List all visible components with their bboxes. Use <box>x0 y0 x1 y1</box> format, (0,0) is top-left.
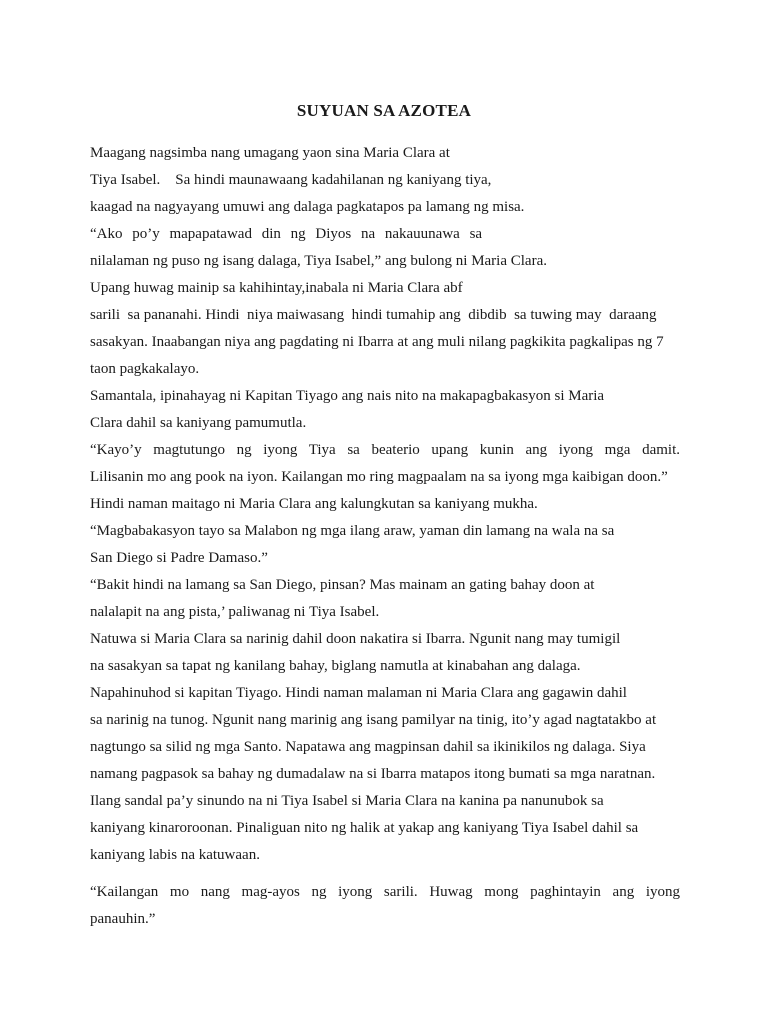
text-line: Napahinuhod si kapitan Tiyago. Hindi naman malaman ni Maria Clara ang gagawin dahil <box>90 685 627 701</box>
text-line: sarili sa pananahi. Hindi niya maiwasang hindi tumahip ang dibdib sa tuwing may daraang <box>90 307 657 323</box>
text-line: kaniyang kinaroroonan. Pinaliguan nito ng halik at yakap ang kaniyang Tiya Isabel dahil sa <box>90 820 639 836</box>
document-body <box>90 140 680 933</box>
text-line: Upang huwag mainip sa kahihintay,inabala ni Maria Clara abf <box>90 280 463 296</box>
text-line: Tiya Isabel. Sa hindi maunawaang kadahilanan ng kaniyang tiya, <box>90 172 492 188</box>
document-title: SUYUAN SA AZOTEA <box>296 101 472 120</box>
text-line: nilalaman ng puso ng isang dalaga, Tiya Isabel,” ang bulong ni Maria Clara. <box>90 253 547 269</box>
text-line: Samantala, ipinahayag ni Kapitan Tiyago ang nais nito na makapagbakasyon si Maria <box>90 388 605 404</box>
text-line: panauhin.” <box>90 911 156 927</box>
text-line: sasakyan. Inaabangan niya ang pagdating ni Ibarra at ang muli nilang pagkikita pagkalipas ng 7 <box>90 334 664 350</box>
text-line: Ilang sandal pa’y sinundo na ni Tiya Isabel si Maria Clara na kanina pa nanunubok sa <box>90 793 604 809</box>
text-line: San Diego si Padre Damaso.” <box>90 550 268 566</box>
text-line: “Ako po’y mapapatawad din ng Diyos na nakauunawa sa <box>90 226 483 242</box>
text-line: Maagang nagsimba nang umagang yaon sina Maria Clara at <box>90 145 450 161</box>
text-line: na sasakyan sa tapat ng kanilang bahay, biglang namutla at kinabahan ang dalaga. <box>90 658 581 674</box>
text-line: nagtungo sa silid ng mga Santo. Napatawa ang magpinsan dahil sa ikinikilos ng dalaga. Siya <box>90 739 646 755</box>
text-line: taon pagkakalayo. <box>90 361 200 377</box>
text-line: “Magbabakasyon tayo sa Malabon ng mga ilang araw, yaman din lamang na wala na sa <box>90 523 615 539</box>
text-line: namang pagpasok sa bahay ng dumadalaw na si Ibarra matapos itong bumati sa mga naratnan. <box>90 766 656 782</box>
text-line: kaniyang labis na katuwaan. <box>90 847 260 863</box>
text-line: Hindi naman maitago ni Maria Clara ang kalungkutan sa kaniyang mukha. <box>90 496 538 512</box>
text-line: “Bakit hindi na lamang sa San Diego, pinsan? Mas mainam an gating bahay doon at <box>90 577 595 593</box>
text-line: “Kayo’y magtutungo ng iyong Tiya sa beaterio upang kunin ang iyong mga damit. <box>90 442 680 458</box>
text-line: sa narinig na tunog. Ngunit nang marinig ang isang pamilyar na tinig, ito’y agad nagtatakbo at <box>90 712 657 728</box>
text-line: Lilisanin mo ang pook na iyon. Kailangan mo ring magpaalam na sa iyong mga kaibigan doon.” <box>90 469 668 485</box>
paragraph-gap <box>90 869 680 879</box>
text-line: nalalapit na ang pista,’ paliwanag ni Tiya Isabel. <box>90 604 380 620</box>
text-line: Natuwa si Maria Clara sa narinig dahil doon nakatira si Ibarra. Ngunit nang may tumigil <box>90 631 621 647</box>
text-line: “Kailangan mo nang mag-ayos ng iyong sarili. Huwag mong paghintayin ang iyong <box>90 884 680 900</box>
text-line: Clara dahil sa kaniyang pamumutla. <box>90 415 307 431</box>
text-line: kaagad na nagyayang umuwi ang dalaga pagkatapos pa lamang ng misa. <box>90 199 525 215</box>
